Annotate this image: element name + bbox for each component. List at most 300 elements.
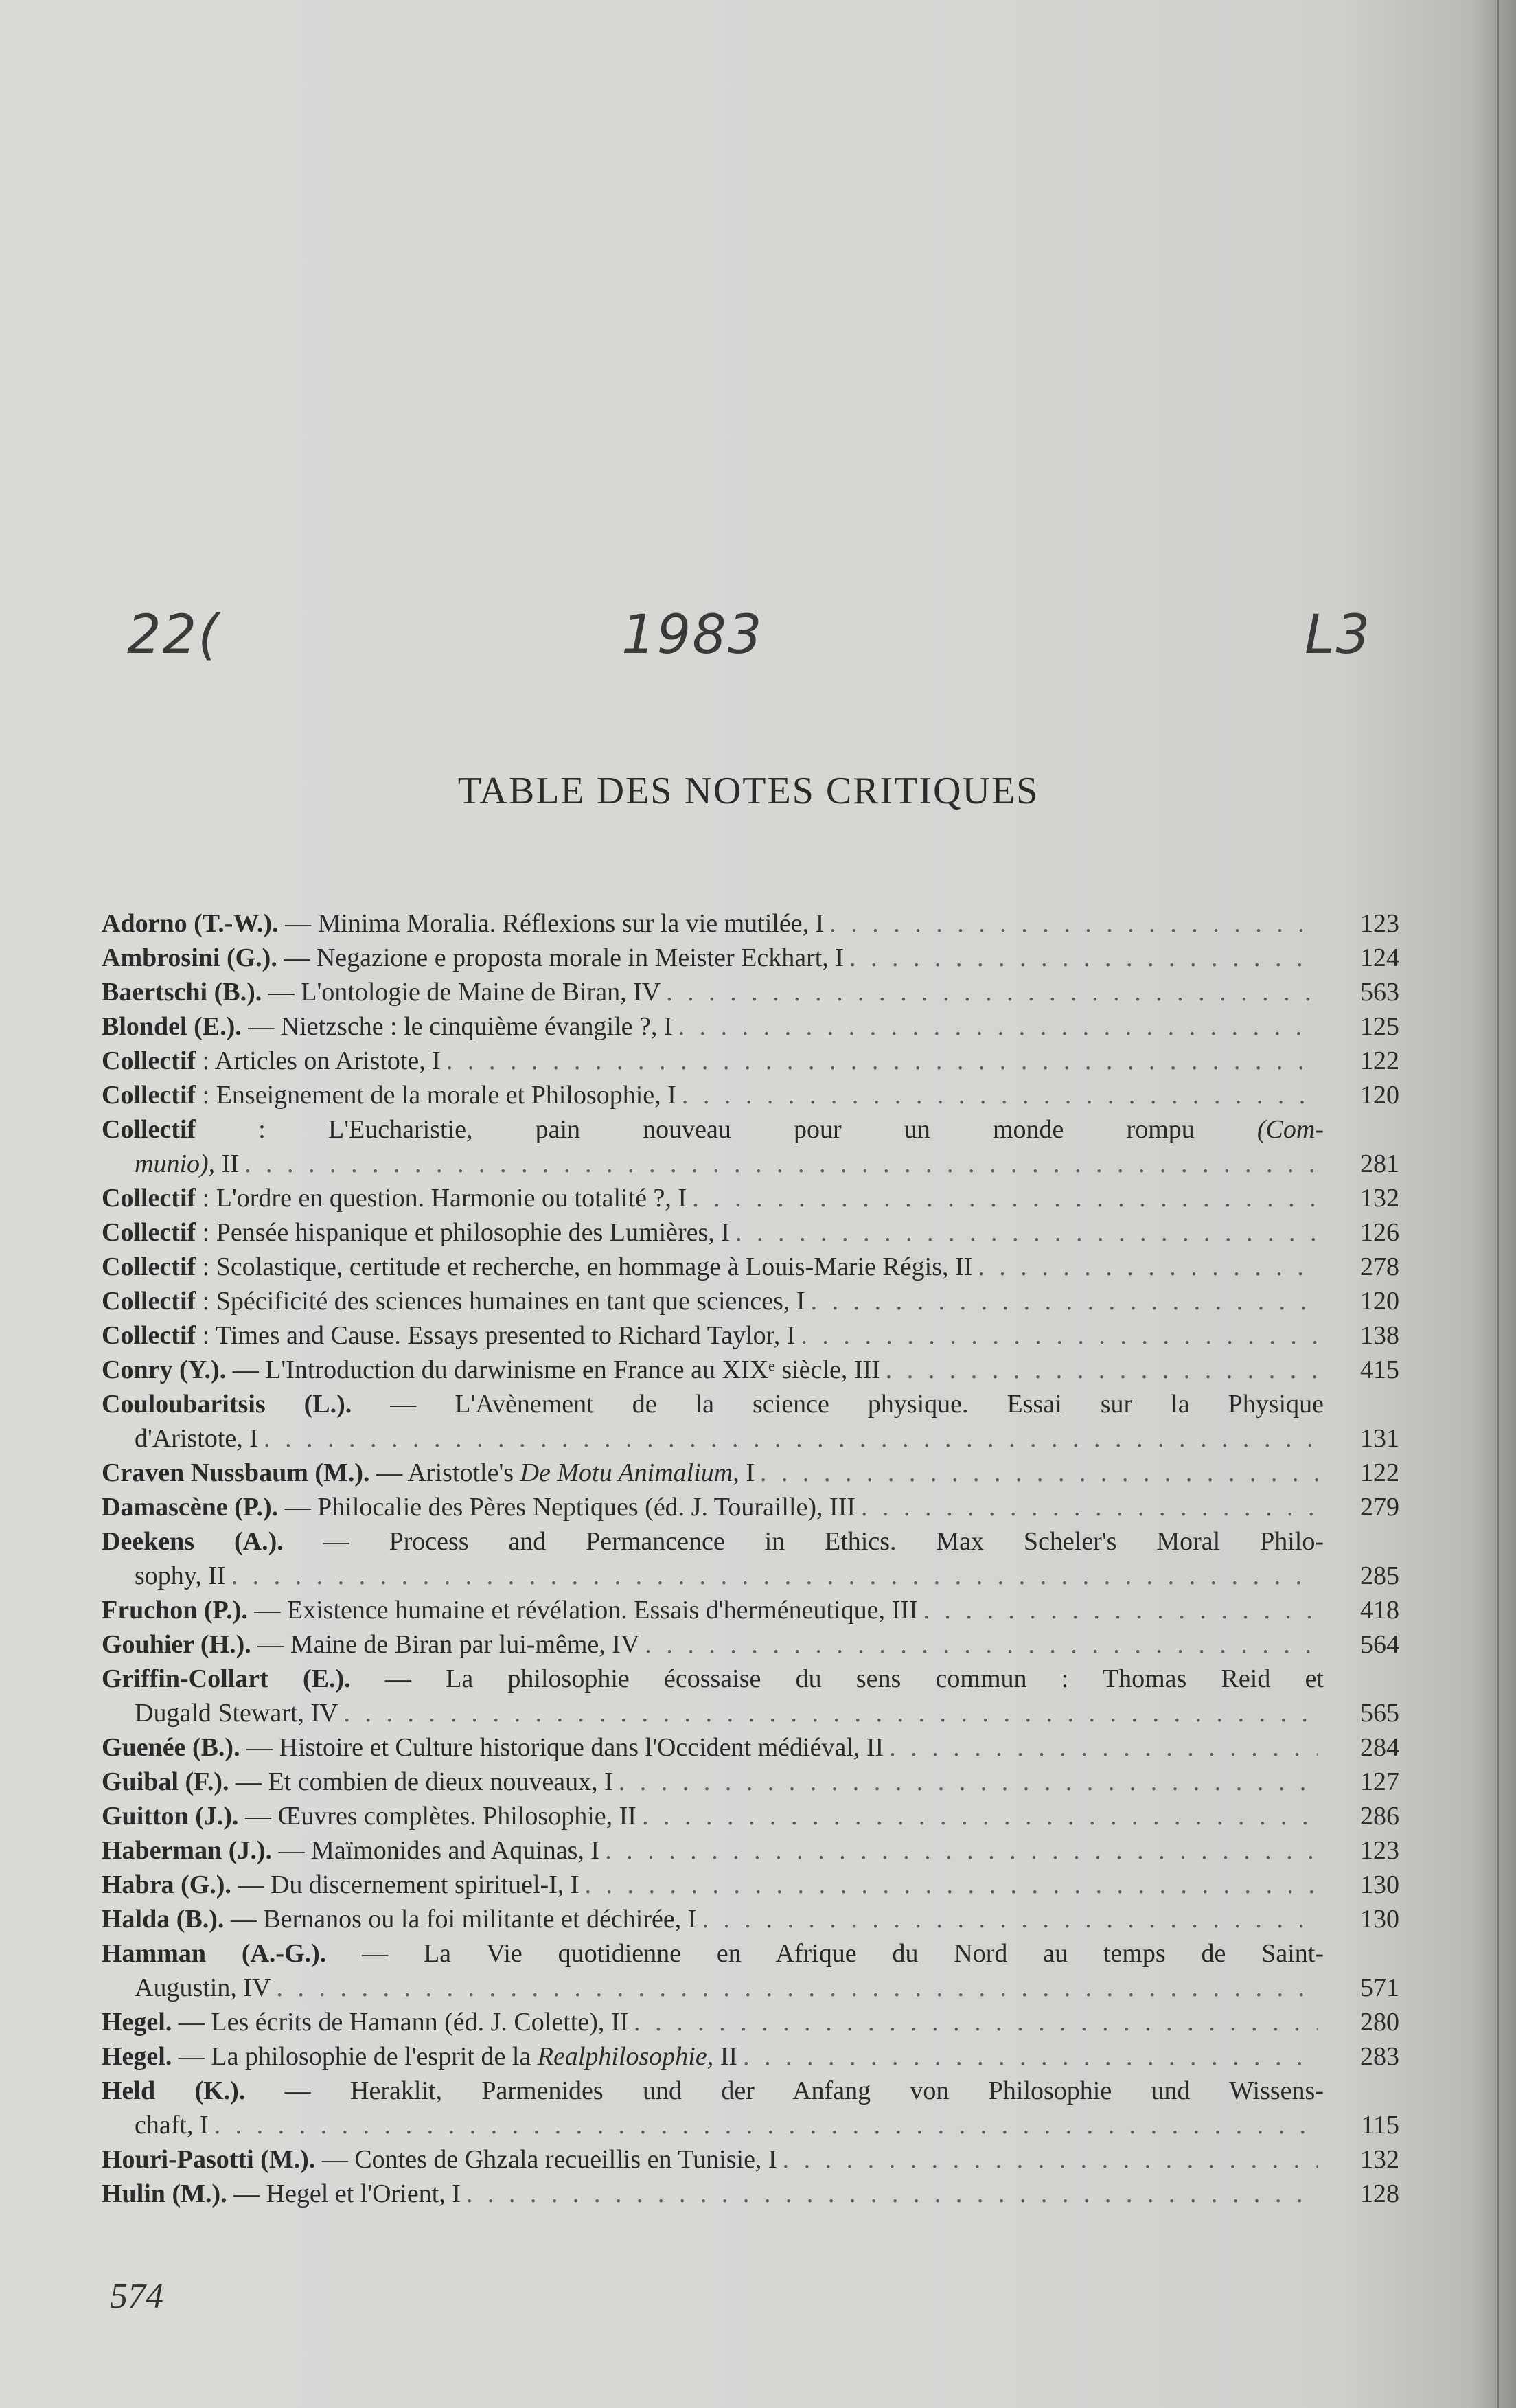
- entry-work: Scolastique, certitude et recherche, en hommage à Louis-Marie Régis, II: [216, 1252, 973, 1281]
- table-row: [102, 1627, 1399, 1662]
- entry-text: [102, 1387, 1324, 1456]
- entry-page-number: 564: [1360, 1630, 1399, 1659]
- entry-page-number: 127: [1360, 1767, 1399, 1796]
- entry-page-number: 122: [1360, 1458, 1399, 1487]
- table-row: [102, 1799, 1399, 1833]
- entry-work: Process and Permancence in Ethics. Max Scheler's Moral Philo-: [389, 1527, 1324, 1556]
- entry-heading: [102, 1490, 855, 1524]
- leader-dots: [619, 1765, 1318, 1799]
- entry-text: [102, 1456, 1324, 1490]
- entry-author: Hegel.: [102, 2042, 172, 2071]
- entry-work: L'Eucharistie, pain nouveau pour un monde rompu: [328, 1115, 1195, 1144]
- entry-work-italic: munio),: [135, 1149, 216, 1178]
- entry-text: [102, 1112, 1324, 1181]
- entry-work: Negazione e proposta morale in Meister Eckhart, I: [316, 943, 844, 972]
- entry-text: [102, 1490, 1324, 1524]
- entry-line: [102, 1902, 1324, 1936]
- table-row: [102, 1524, 1399, 1593]
- entry-text: [102, 1627, 1324, 1662]
- leader-dots: [446, 1044, 1318, 1078]
- entry-line: [102, 2039, 1324, 2074]
- entry-text: [102, 1524, 1324, 1593]
- entry-line: [102, 1181, 1324, 1215]
- entry-page-number: 132: [1360, 1184, 1399, 1213]
- entry-page-number: 565: [1360, 1699, 1399, 1728]
- entry-heading: [102, 1284, 805, 1318]
- entry-page-number: 138: [1360, 1321, 1399, 1350]
- entry-text: [102, 1868, 1324, 1902]
- entry-work-cont: d'Aristote, I: [135, 1424, 258, 1453]
- entry-heading: [102, 1833, 599, 1868]
- entry-work: Philocalie des Pères Neptiques (éd. J. Touraille), III: [317, 1493, 856, 1522]
- entry-heading: [102, 1902, 696, 1936]
- entry-separator: —: [238, 1802, 278, 1831]
- leader-dots: [692, 1181, 1318, 1215]
- entry-text: [102, 906, 1324, 941]
- entry-heading: [102, 1456, 755, 1490]
- entry-author: Fruchon (P.).: [102, 1596, 248, 1625]
- entry-line: [102, 1284, 1324, 1318]
- entry-author: Collectif: [102, 1184, 196, 1213]
- entry-work: Spécificité des sciences humaines en tant que sciences, I: [216, 1287, 805, 1316]
- entry-author: Blondel (E.).: [102, 1012, 242, 1041]
- table-row: [102, 1765, 1399, 1799]
- entry-separator: —: [278, 1493, 318, 1522]
- entry-work-cont: Dugald Stewart, IV: [135, 1699, 338, 1728]
- table-row: [102, 1456, 1399, 1490]
- entry-text: [102, 1833, 1324, 1868]
- entry-heading: [102, 1627, 639, 1662]
- entry-work: Nietzsche : le cinquième évangile ?, I: [280, 1012, 673, 1041]
- entry-page-number: 285: [1360, 1561, 1399, 1590]
- entry-page-number: 128: [1360, 2179, 1399, 2208]
- entry-line: [102, 1765, 1324, 1799]
- entry-author: Collectif: [102, 1115, 196, 1144]
- entry-line: [102, 1112, 1324, 1147]
- entry-line: [102, 1456, 1324, 1490]
- entry-heading: [102, 1181, 687, 1215]
- entry-work: L'ontologie de Maine de Biran, IV: [301, 978, 661, 1007]
- leader-dots: [702, 1902, 1318, 1936]
- leader-dots: [861, 1490, 1318, 1524]
- entry-work: Pensée hispanique et philosophie des Lumières, I: [216, 1218, 730, 1247]
- table-row: [102, 2177, 1399, 2211]
- entry-author: Conry (Y.).: [102, 1355, 227, 1384]
- entry-line: [102, 1490, 1324, 1524]
- table-row: [102, 1181, 1399, 1215]
- entry-line: [102, 1318, 1324, 1353]
- entry-heading: [102, 1318, 795, 1353]
- entry-author: Hegel.: [102, 2008, 172, 2037]
- entry-work-tail: I: [739, 1458, 755, 1487]
- entry-line: [102, 1936, 1324, 1971]
- entry-line: [102, 1627, 1324, 1662]
- leader-dots: [645, 1627, 1318, 1662]
- entry-author: Guibal (F.).: [102, 1767, 229, 1796]
- table-row: [102, 1250, 1399, 1284]
- table-row: [102, 2142, 1399, 2177]
- entry-separator: —: [247, 1596, 287, 1625]
- entry-work: Maïmonides and Aquinas, I: [311, 1836, 600, 1865]
- entry-separator: —: [226, 1355, 266, 1384]
- entry-author: Hamman (A.-G.).: [102, 1939, 327, 1968]
- table-row: [102, 1044, 1399, 1078]
- entry-line: [102, 1078, 1324, 1112]
- leader-dots: [743, 2039, 1318, 2074]
- entry-page-number: 571: [1360, 1973, 1399, 2002]
- entry-text: [102, 1318, 1324, 1353]
- entry-work: Œuvres complètes. Philosophie, II: [277, 1802, 636, 1831]
- entry-heading: [102, 1009, 673, 1044]
- entry-heading: [102, 1593, 917, 1627]
- entry-text: [102, 2039, 1324, 2074]
- entry-text: [102, 1181, 1324, 1215]
- entry-author: Griffin-Collart (E.).: [102, 1664, 351, 1693]
- entry-separator: —: [241, 1012, 281, 1041]
- entry-line: [102, 2005, 1324, 2039]
- entry-page-number: 123: [1360, 1836, 1399, 1865]
- leader-dots: [923, 1593, 1318, 1627]
- entry-line: [102, 1799, 1324, 1833]
- entry-author: Haberman (J.).: [102, 1836, 273, 1865]
- entry-separator: :: [196, 1184, 216, 1213]
- entry-heading: [102, 975, 661, 1009]
- entry-line: [102, 1215, 1324, 1250]
- leader-dots: [344, 1696, 1318, 1730]
- entry-author: Baertschi (B.).: [102, 978, 262, 1007]
- entry-text: [102, 1902, 1324, 1936]
- entry-work-italic: Realphilosophie,: [537, 2042, 714, 2071]
- entry-work-cont: Augustin, IV: [135, 1973, 271, 2002]
- leader-dots: [276, 1971, 1318, 2005]
- table-row: [102, 1730, 1399, 1765]
- entry-author: Collectif: [102, 1218, 196, 1247]
- leader-dots: [264, 1421, 1318, 1456]
- entry-heading: [102, 1868, 579, 1902]
- entry-separator: —: [315, 2145, 355, 2174]
- entry-heading: [102, 1353, 880, 1387]
- entry-separator: :: [196, 1081, 216, 1110]
- entry-heading: [102, 1250, 972, 1284]
- entry-author: Collectif: [102, 1081, 196, 1110]
- entry-line: [102, 1868, 1324, 1902]
- entry-work: L'ordre en question. Harmonie ou totalité ?, I: [216, 1184, 687, 1213]
- entry-page-number: 124: [1360, 943, 1399, 972]
- entry-page-number: 115: [1361, 2111, 1399, 2140]
- entry-separator: —: [369, 1458, 408, 1487]
- entry-work-cont: sophy, II: [135, 1561, 226, 1590]
- entry-separator: :: [196, 1252, 216, 1281]
- page-edge: [1497, 0, 1499, 2408]
- entry-text: [102, 1353, 1324, 1387]
- entry-text: [102, 1078, 1324, 1112]
- entry-page-number: 280: [1360, 2008, 1399, 2037]
- entry-separator: :: [196, 1287, 216, 1316]
- leader-dots: [801, 1318, 1318, 1353]
- entry-line: [102, 2074, 1324, 2108]
- entry-page-number: 278: [1360, 1252, 1399, 1281]
- entry-line: [102, 941, 1324, 975]
- entry-author: Guenée (B.).: [102, 1733, 240, 1762]
- entry-page-number: 123: [1360, 909, 1399, 938]
- entry-author: Collectif: [102, 1252, 196, 1281]
- handwritten-note-right: L3: [1305, 604, 1372, 666]
- table-row: [102, 2039, 1399, 2074]
- entry-work: Times and Cause. Essays presented to Richard Taylor, I: [216, 1321, 796, 1350]
- entry-page-number: 120: [1360, 1081, 1399, 1110]
- entry-line: [102, 2142, 1324, 2177]
- entry-separator: —: [251, 1630, 290, 1659]
- leader-dots: [811, 1284, 1318, 1318]
- table-row: [102, 1490, 1399, 1524]
- entry-separator: —: [272, 1836, 312, 1865]
- entry-separator: :: [196, 1321, 216, 1350]
- table-row: [102, 1215, 1399, 1250]
- leader-dots: [783, 2142, 1318, 2177]
- entry-separator: :: [196, 1046, 215, 1075]
- handwritten-year: 1983: [621, 604, 763, 666]
- entry-author: Collectif: [102, 1287, 196, 1316]
- entry-work: Heraklit, Parmenides und der Anfang von Philosophie und Wissens-: [350, 2076, 1324, 2105]
- entry-page-number: 130: [1360, 1905, 1399, 1934]
- entry-line: [102, 975, 1324, 1009]
- page-number: 574: [110, 2277, 163, 2316]
- entry-line: [102, 1559, 1324, 1593]
- table-row: [102, 906, 1399, 941]
- page-title: TABLE DES NOTES CRITIQUES: [457, 770, 1040, 812]
- entry-text: [102, 1799, 1324, 1833]
- entry-separator: —: [240, 1733, 279, 1762]
- entry-separator: —: [229, 1767, 268, 1796]
- entry-heading: [102, 1765, 613, 1799]
- table-row: [102, 1078, 1399, 1112]
- entry-work: Histoire et Culture historique dans l'Occident médiéval, II: [279, 1733, 884, 1762]
- entry-text: [102, 1044, 1324, 1078]
- entry-work: Maine de Biran par lui-même, IV: [290, 1630, 640, 1659]
- table-row: [102, 1009, 1399, 1044]
- table-row: [102, 1112, 1399, 1181]
- entry-page-number: 130: [1360, 1870, 1399, 1899]
- leader-dots: [849, 941, 1318, 975]
- entry-work: Minima Moralia. Réflexions sur la vie mutilée, I: [317, 909, 825, 938]
- entry-page-number: 418: [1360, 1596, 1399, 1625]
- table-row: [102, 2074, 1399, 2142]
- entry-page-number: 415: [1360, 1355, 1399, 1384]
- entry-line: [102, 1662, 1324, 1696]
- entry-work-italic: (Com-: [1256, 1115, 1324, 1144]
- entry-line: [102, 1147, 1324, 1181]
- leader-dots: [642, 1799, 1318, 1833]
- entry-page-number: 286: [1360, 1802, 1399, 1831]
- entry-text: [102, 1936, 1324, 2005]
- leader-dots: [244, 1147, 1318, 1181]
- entry-line: [102, 1250, 1324, 1284]
- entry-author: Damascène (P.).: [102, 1493, 279, 1522]
- entry-work: La Vie quotidienne en Afrique du Nord au temps de Saint-: [423, 1939, 1324, 1968]
- table-row: [102, 1318, 1399, 1353]
- entry-separator: —: [283, 1527, 389, 1556]
- entry-line: [102, 1387, 1324, 1421]
- entry-author: Houri-Pasotti (M.).: [102, 2145, 316, 2174]
- entry-text: [102, 2177, 1324, 2211]
- entry-page-number: 125: [1360, 1012, 1399, 1041]
- leader-dots: [678, 1009, 1318, 1044]
- entry-separator: —: [352, 1390, 455, 1419]
- entry-work-cont: [135, 1147, 239, 1181]
- entry-line: [102, 1009, 1324, 1044]
- entry-line: [102, 1971, 1324, 2005]
- entry-separator: —: [231, 1870, 271, 1899]
- entry-separator: —: [277, 943, 317, 972]
- entry-separator: —: [326, 1939, 424, 1968]
- leader-dots: [829, 906, 1318, 941]
- entry-work: La philosophie écossaise du sens commun : Thomas Reid et: [446, 1664, 1324, 1693]
- leader-dots: [978, 1250, 1318, 1284]
- entry-separator: —: [278, 909, 318, 938]
- table-row: [102, 1902, 1399, 1936]
- entry-heading: [102, 2039, 737, 2074]
- leader-dots: [634, 2005, 1318, 2039]
- entry-work-cont: chaft, I: [135, 2111, 209, 2140]
- table-of-contents: [102, 906, 1399, 2211]
- table-row: [102, 1353, 1399, 1387]
- entry-author: Ambrosini (G.).: [102, 943, 277, 972]
- table-row: [102, 1868, 1399, 1902]
- leader-dots: [584, 1868, 1318, 1902]
- entry-line: [102, 1524, 1324, 1559]
- entry-heading: [102, 2177, 461, 2211]
- entry-author: Collectif: [102, 1046, 196, 1075]
- entry-page-number: 126: [1360, 1218, 1399, 1247]
- entry-heading: [102, 906, 824, 941]
- entry-line: [102, 1730, 1324, 1765]
- entry-line: [102, 906, 1324, 941]
- table-row: [102, 2005, 1399, 2039]
- entry-author: Craven Nussbaum (M.).: [102, 1458, 370, 1487]
- table-row: [102, 941, 1399, 975]
- table-row: [102, 1593, 1399, 1627]
- entry-text: [102, 1662, 1324, 1730]
- table-row: [102, 1387, 1399, 1456]
- entry-author: Hulin (M.).: [102, 2179, 227, 2208]
- entry-line: [102, 1833, 1324, 1868]
- table-row: [102, 1284, 1399, 1318]
- entry-separator: —: [245, 2076, 351, 2105]
- entry-page-number: 131: [1360, 1424, 1399, 1453]
- entry-work-tail: II: [713, 2042, 738, 2071]
- entry-work: Bernanos ou la foi militante et déchirée, I: [263, 1905, 697, 1934]
- entry-text: [102, 1730, 1324, 1765]
- entry-author: Habra (G.).: [102, 1870, 231, 1899]
- entry-heading: [102, 1215, 730, 1250]
- entry-line: [102, 1593, 1324, 1627]
- entry-text: [102, 1009, 1324, 1044]
- entry-work: Enseignement de la morale et Philosophie, I: [216, 1081, 676, 1110]
- entry-heading: [102, 941, 844, 975]
- entry-line: [102, 2108, 1324, 2142]
- entry-heading: [102, 2005, 628, 2039]
- entry-separator: —: [224, 1905, 264, 1934]
- entry-work: Articles on Aristote, I: [214, 1046, 441, 1075]
- leader-dots: [666, 975, 1318, 1009]
- entry-line: [102, 1421, 1324, 1456]
- entry-heading: [102, 1044, 441, 1078]
- entry-work: Aristotle's: [407, 1458, 520, 1487]
- entry-work: Hegel et l'Orient, I: [266, 2179, 461, 2208]
- table-row: [102, 1662, 1399, 1730]
- leader-dots: [605, 1833, 1318, 1868]
- entry-text: [102, 2005, 1324, 2039]
- entry-separator: :: [196, 1115, 328, 1144]
- entry-text: [102, 1215, 1324, 1250]
- entry-author: Adorno (T.-W.).: [102, 909, 279, 938]
- entry-separator: —: [227, 2179, 266, 2208]
- entry-page-number: 281: [1360, 1149, 1399, 1178]
- table-row: [102, 1936, 1399, 2005]
- entry-text: [102, 941, 1324, 975]
- entry-heading: [102, 1730, 884, 1765]
- entry-work: L'Avènement de la science physique. Essai sur la Physique: [455, 1390, 1324, 1419]
- entry-heading: [102, 1078, 676, 1112]
- leader-dots: [889, 1730, 1318, 1765]
- entry-work: Existence humaine et révélation. Essais d'herméneutique, III: [286, 1596, 918, 1625]
- entry-line: [102, 2177, 1324, 2211]
- entry-separator: —: [172, 2008, 211, 2037]
- entry-page-number: 122: [1360, 1046, 1399, 1075]
- entry-work: Contes de Ghzala recueillis en Tunisie, I: [354, 2145, 777, 2174]
- entry-work-italic: De Motu Animalium,: [520, 1458, 739, 1487]
- entry-work-tail: II: [215, 1149, 239, 1178]
- entry-line: [102, 1044, 1324, 1078]
- entry-text: [102, 975, 1324, 1009]
- entry-separator: :: [196, 1218, 216, 1247]
- leader-dots: [735, 1215, 1318, 1250]
- entry-page-number: 279: [1360, 1493, 1399, 1522]
- entry-heading: [102, 2142, 777, 2177]
- entry-work: Et combien de dieux nouveaux, I: [268, 1767, 613, 1796]
- entry-author: Halda (B.).: [102, 1905, 225, 1934]
- entry-work: L'Introduction du darwinisme en France au XIXᵉ siècle, III: [265, 1355, 880, 1384]
- entry-page-number: 120: [1360, 1287, 1399, 1316]
- entry-work: Du discernement spirituel-I, I: [270, 1870, 579, 1899]
- entry-author: Couloubaritsis (L.).: [102, 1390, 352, 1419]
- entry-heading: [102, 1799, 636, 1833]
- entry-line: [102, 1353, 1324, 1387]
- leader-dots: [682, 1078, 1318, 1112]
- entry-text: [102, 1284, 1324, 1318]
- entry-text: [102, 1593, 1324, 1627]
- handwritten-note-left: 22(: [127, 604, 220, 666]
- table-row: [102, 1833, 1399, 1868]
- entry-text: [102, 1765, 1324, 1799]
- table-row: [102, 975, 1399, 1009]
- leader-dots: [886, 1353, 1318, 1387]
- entry-work: La philosophie de l'esprit de la: [211, 2042, 538, 2071]
- entry-author: Guitton (J.).: [102, 1802, 239, 1831]
- entry-text: [102, 2142, 1324, 2177]
- entry-author: Gouhier (H.).: [102, 1630, 251, 1659]
- leader-dots: [231, 1559, 1318, 1593]
- entry-author: Held (K.).: [102, 2076, 246, 2105]
- leader-dots: [760, 1456, 1318, 1490]
- entry-text: [102, 1250, 1324, 1284]
- entry-page-number: 132: [1360, 2145, 1399, 2174]
- entry-separator: —: [350, 1664, 446, 1693]
- leader-dots: [214, 2108, 1318, 2142]
- entry-page-number: 283: [1360, 2042, 1399, 2071]
- entry-work: Les écrits de Hamann (éd. J. Colette), II: [211, 2008, 629, 2037]
- entry-text: [102, 2074, 1324, 2142]
